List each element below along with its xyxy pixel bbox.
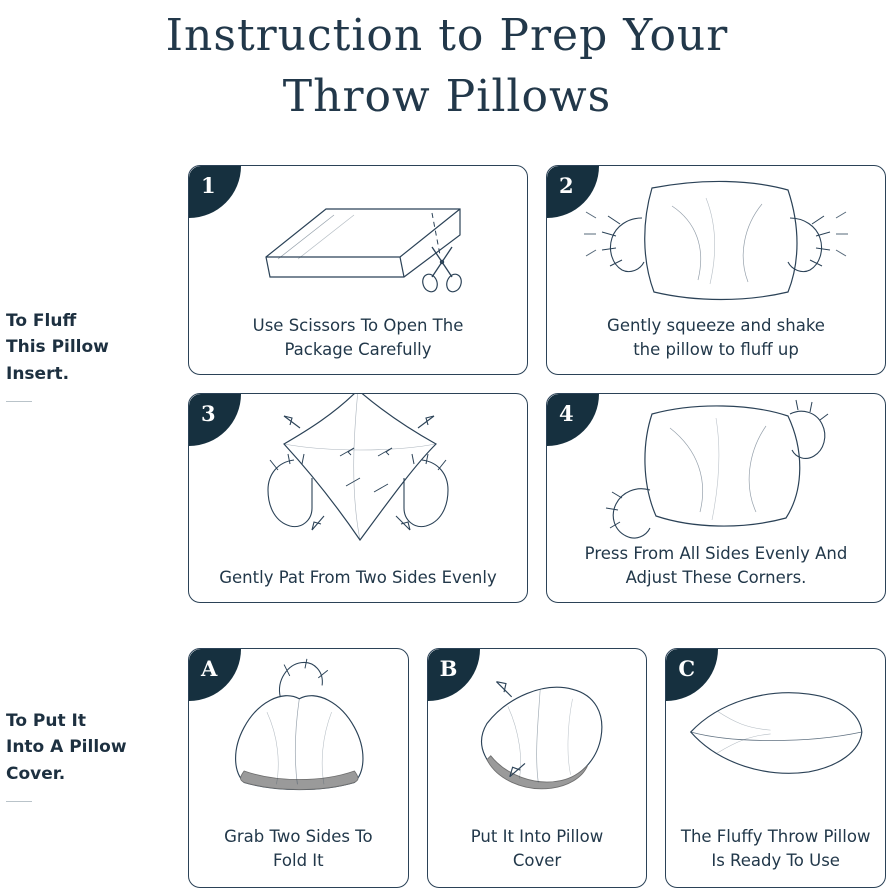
steps-grid-fluff [188,165,886,603]
step-caption-3 [189,566,527,602]
step-caption-c-line-1: The Fluffy Throw Pillow [680,827,871,847]
step-badge-3-label: 3 [201,401,216,426]
step-badge-2 [547,166,599,218]
section-label-cover-line-2: Into A Pillow [6,737,127,758]
step-caption-a-line-1: Grab Two Sides To [224,827,373,847]
step-caption-4-line-1: Press From All Sides Evenly And [584,544,848,564]
section-label-fluff-line-1: To Fluff [6,311,77,331]
step-caption-2 [547,314,885,374]
step-caption-b-line-1: Put It Into Pillow [470,827,604,847]
step-caption-b [428,825,647,887]
step-badge-1-label: 1 [201,173,216,198]
page-title-line-2: Throw Pillows [282,70,612,122]
section-divider [6,801,32,802]
step-caption-1-line-1: Use Scissors To Open The [252,316,464,336]
section-divider [6,401,32,402]
pillow-shake-icon [547,166,885,312]
step-badge-b-label: B [439,656,458,681]
step-badge-c [666,649,718,701]
step-card-2 [546,165,886,375]
pillow-pat-hands-icon [189,394,527,540]
step-caption-4 [547,542,885,602]
step-badge-4-label: 4 [559,401,574,426]
step-badge-4 [547,394,599,446]
pillow-press-corners-icon [547,394,885,540]
section-label-fluff-line-2: This Pillow [6,337,109,358]
step-caption-a [189,825,408,887]
section-label-cover-line-3: Cover. [6,763,66,784]
page-title [0,0,894,127]
step-caption-b-line-2: Cover [512,851,562,871]
step-badge-a-label: A [201,656,218,681]
step-card-b [427,648,648,888]
step-card-3 [188,393,528,603]
step-card-1 [188,165,528,375]
step-badge-c-label: C [678,656,696,681]
step-badge-3 [189,394,241,446]
step-caption-4-line-2: Adjust These Corners. [625,568,807,588]
steps-grid-cover [188,648,886,888]
step-badge-2-label: 2 [559,173,574,198]
pillow-package-scissors-icon [189,166,527,312]
section-label-fluff-line-3: Insert. [6,363,70,384]
section-label-fluff [6,308,171,402]
step-caption-3-line-1: Gently Pat From Two Sides Evenly [219,568,497,588]
step-caption-2-line-2: the pillow to fluff up [633,340,799,360]
section-label-cover [6,708,171,802]
page-title-line-1: Instruction to Prep Your [165,10,729,61]
step-caption-c [666,825,885,887]
step-badge-a [189,649,241,701]
step-card-a [188,648,409,888]
step-badge-b [428,649,480,701]
section-label-cover-line-1: To Put It [6,711,86,731]
step-caption-c-line-2: Is Ready To Use [711,851,840,871]
step-card-c [665,648,886,888]
step-caption-a-line-2: Fold It [273,851,324,871]
step-caption-2-line-1: Gently squeeze and shake [607,316,825,336]
step-badge-1 [189,166,241,218]
step-caption-1 [189,314,527,374]
step-caption-1-line-2: Package Carefully [284,340,432,360]
step-card-4 [546,393,886,603]
